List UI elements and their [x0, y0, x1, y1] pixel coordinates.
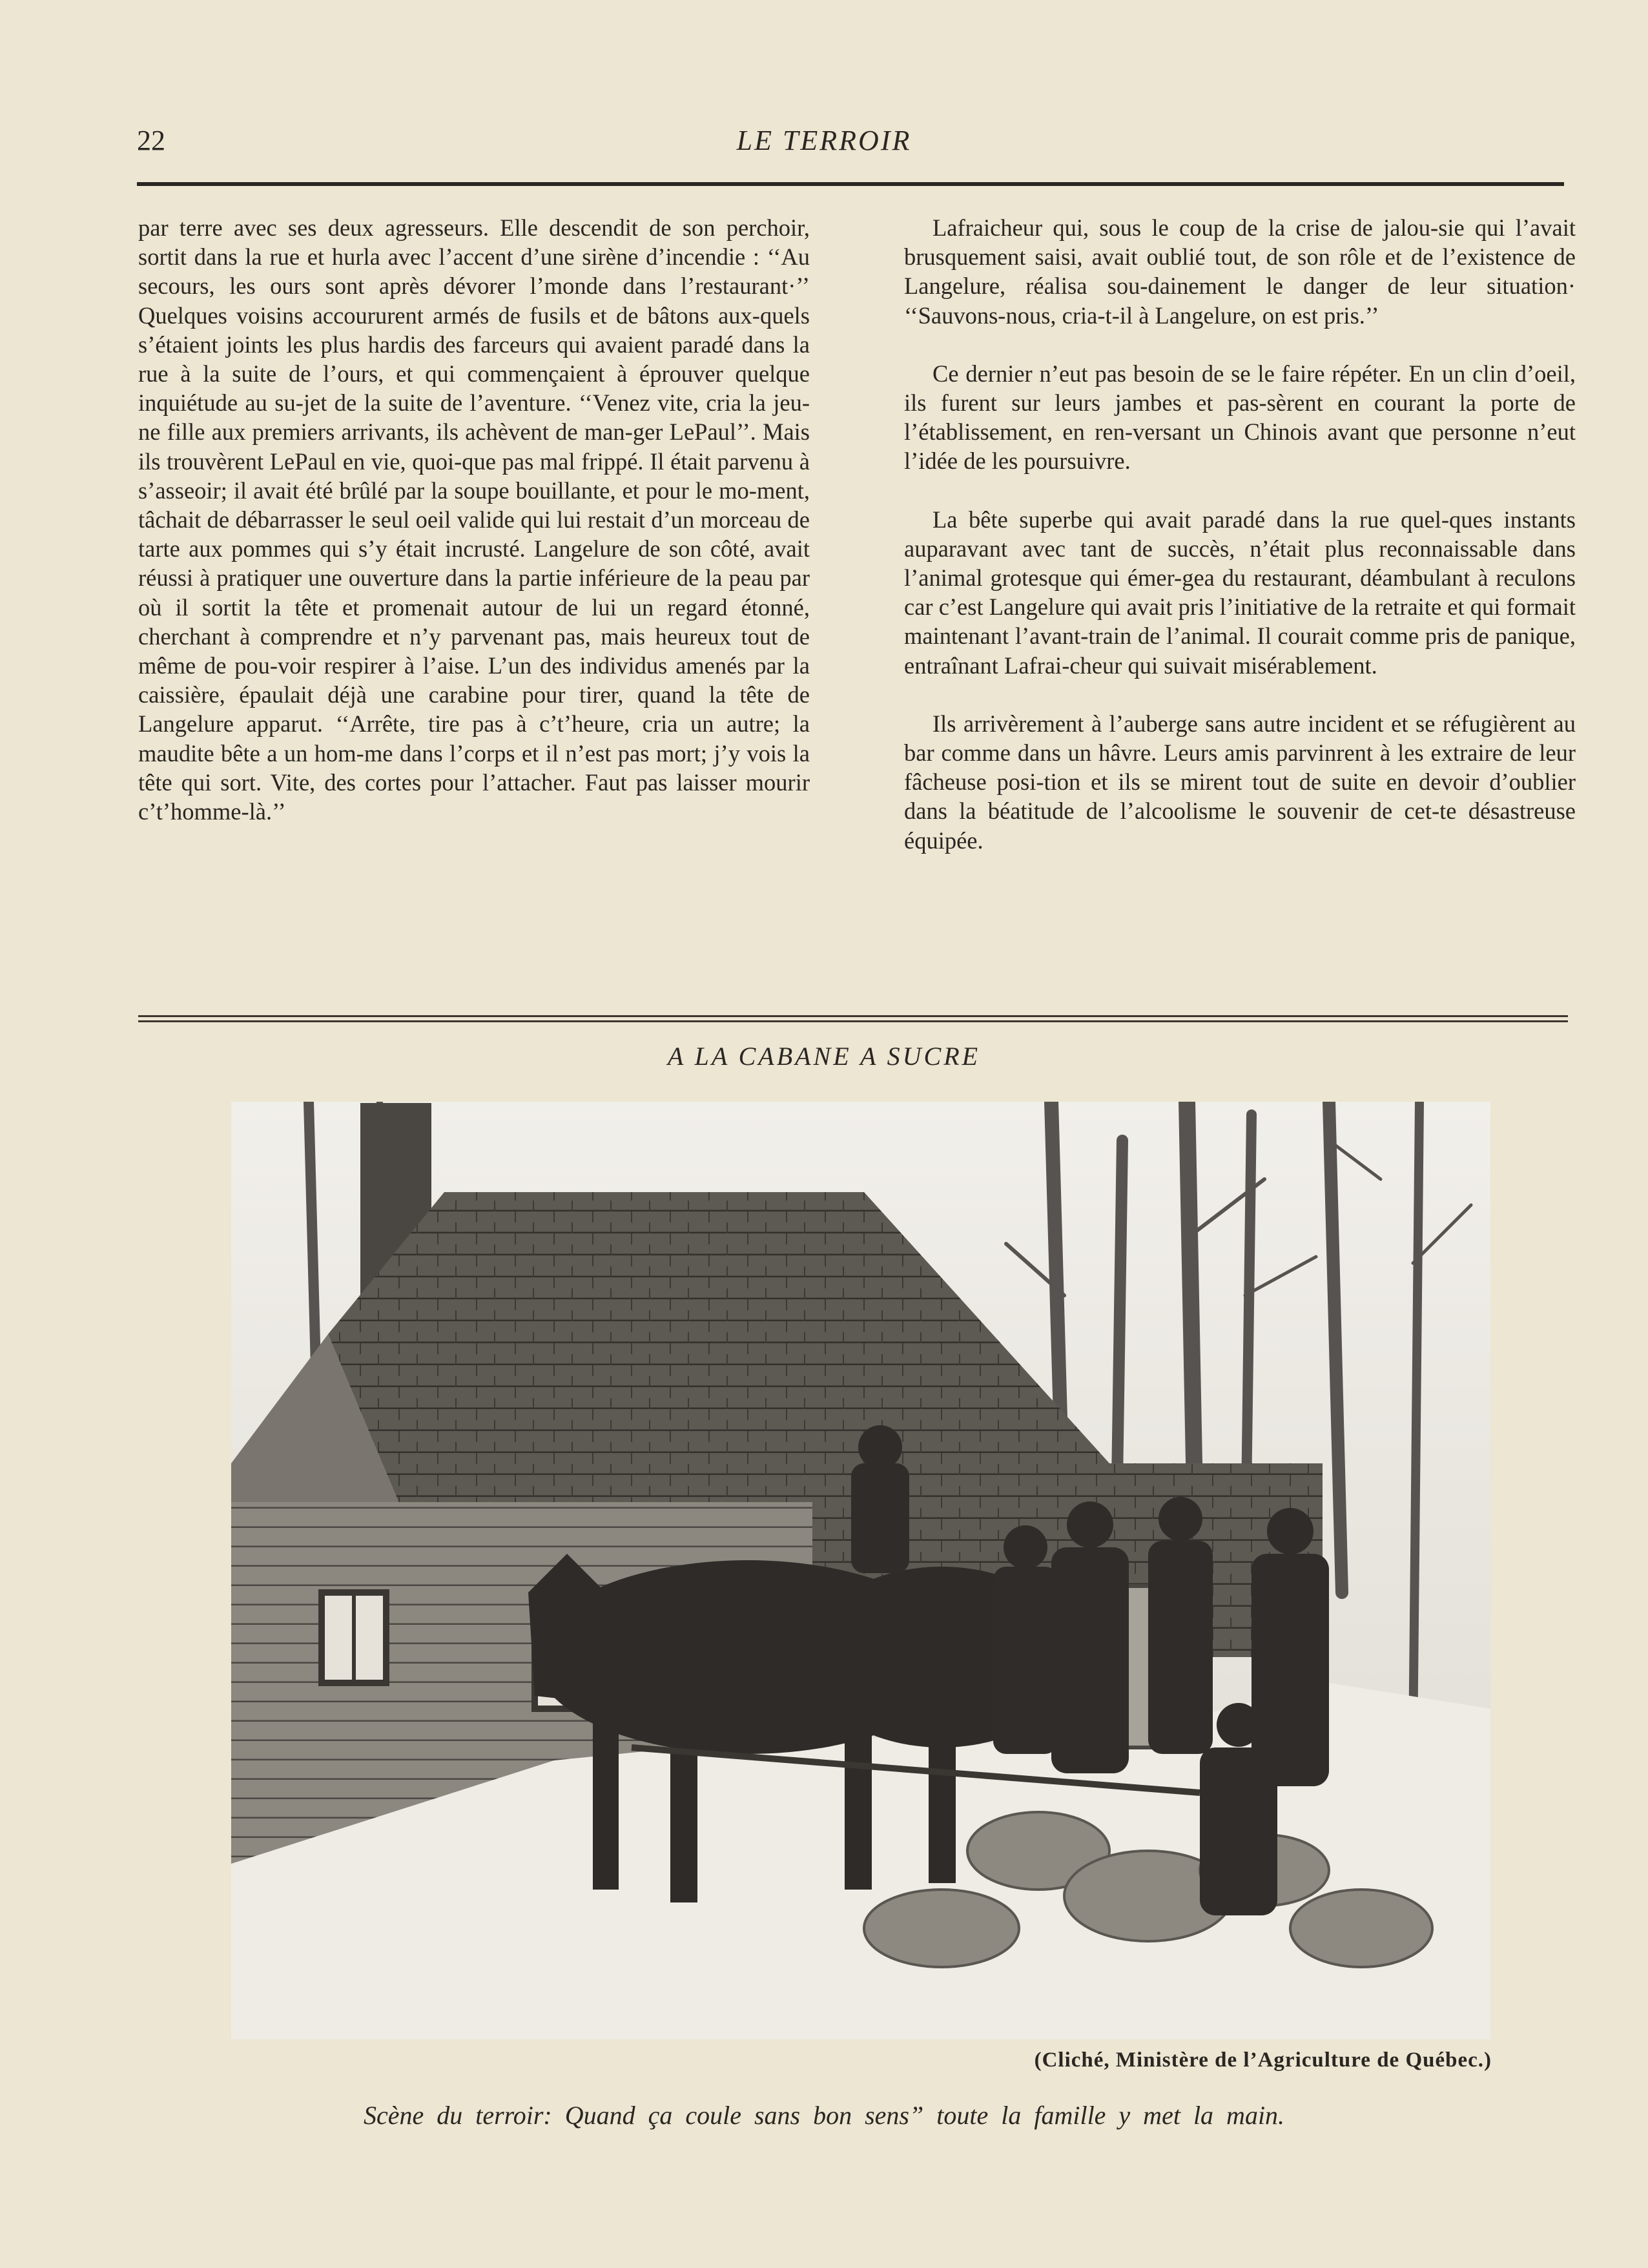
page-number: 22 [137, 125, 165, 156]
photo-caption: Scène du terroir: Quand ça coule sans bon sens” toute la famille y met la main. [363, 2101, 1285, 2130]
photo-credit: (Cliché, Ministère de l’Agriculture de Québec.) [1034, 2048, 1492, 2072]
running-title: LE TERROIR [736, 125, 912, 156]
section-title: A LA CABANE A SUCRE [667, 1042, 981, 1071]
right-column [904, 213, 1576, 855]
left-column [138, 213, 810, 826]
paragraph: La bête superbe qui avait paradé dans la rue quel-ques instants auparavant avec tant de succès, n’était plus reconnaissable dans l’animal grotesque qui émer-gea du restaurant, déambulant à reculons car c’est Langelure qui avait pris l’initiative de la retraite et qui formait maintenant l’avant-train de l’animal. Il courait comme pris de panique, entraînant Lafrai-cheur qui suivait misérablement. [904, 506, 1576, 679]
paragraph: Lafraicheur qui, sous le coup de la crise de jalou-sie qui l’avait brusquement saisi, avait oublié tout, de son rôle et de l’existence de Langelure, réalisa sou-dainement le danger de leur situation· ‘‘Sauvons-nous, cria-t-il à Langelure, on est pris.’’ [904, 214, 1576, 329]
header-rule [137, 182, 1564, 186]
paragraph: Ce dernier n’eut pas besoin de se le faire répéter. En un clin d’oeil, ils furent sur leurs jambes et pas-sèrent en courant la porte de l’établissement, en ren-versant un Chinois avant que personne n’eut l’idée de les poursuivre. [904, 360, 1576, 475]
section-rule [138, 1015, 1568, 1022]
paragraph: par terre avec ses deux agresseurs. Elle descendit de son perchoir, sortit dans la rue et hurla avec l’accent d’une sirène d’incendie : ‘‘Au secours, les ours sont après dévorer l’monde dans l’restaurant·’’ Quelques voisins accoururent armés de fusils et de bâtons aux-quels s’étaient joints les plus hardis des farceurs qui avaient paradé dans la rue à la suite de l’ours, et qui commençaient à éprouver quelque inquiétude au su-jet de la suite de l’aventure. ‘‘Venez vite, cria la jeu-ne fille aux premiers arrivants, ils achèvent de man-ger LePaul’’. Mais ils trouvèrent LePaul en vie, quoi-que pas mal frippé. Il était parvenu à s’asseoir; il avait été brûlé par la soupe bouillante, et pour le mo-ment, tâchait de débarrasser le seul oeil valide qui lui restait d’un morceau de tarte aux pommes qui s’y était incrusté. Langelure de son côté, avait réussi à pratiquer une ouverture dans la partie inférieure de la peau par où il sortit la tête et promenait autour de lui un regard étonné, cherchant à comprendre et n’y parvenant pas, mais heureux tout de même de pou-voir respirer à l’aise. L’un des individus amenés par la caissière, épaulait déjà une carabine pour tirer, quand la tête de Langelure apparut. ‘‘Arrête, tire pas à c’t’heure, cria un autre; la maudite bête a un hom-me dans l’corps et il n’est pas mort; j’y vois la tête qui sort. Vite, des cortes pour l’attacher. Faut pas laisser mourir c’t’homme-là.’’ [138, 214, 810, 825]
paragraph: Ils arrivèrement à l’auberge sans autre incident et se réfugièrent au bar comme dans un hâvre. Leurs amis parvinrent à les extraire de leur fâcheuse posi-tion et ils se mirent tout de suite en devoir d’oublier dans la béatitude de l’alcoolisme le souvenir de cet-te désastreuse équipée. [904, 710, 1576, 854]
sugar-shack-photo [231, 1102, 1490, 2039]
